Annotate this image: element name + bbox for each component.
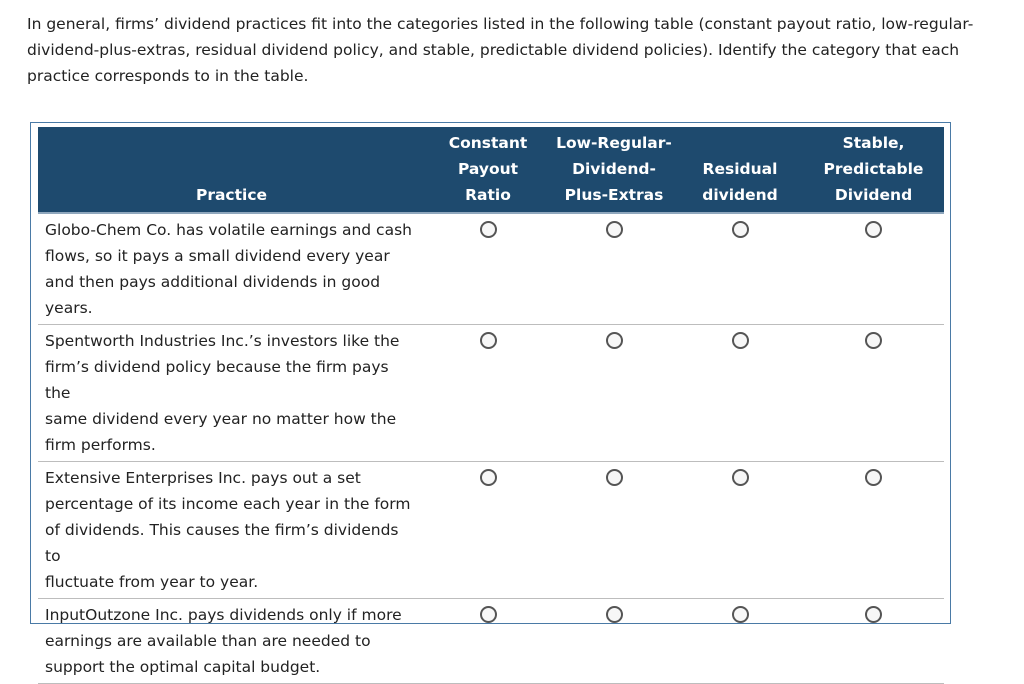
table-header-row: [38, 127, 944, 213]
practice-line: earnings are available than are needed to: [45, 632, 371, 650]
cell-constant: [425, 213, 551, 325]
practice-table-frame: [30, 122, 951, 676]
header-line: Dividend-: [572, 160, 656, 178]
radio-residual-dividend[interactable]: [732, 332, 749, 349]
radio-stable-predictable-dividend[interactable]: [865, 606, 882, 623]
header-practice-label: Practice: [195, 186, 268, 204]
practice-cell: [38, 325, 425, 462]
practice-line: percentage of its income each year in the form: [45, 495, 411, 513]
header-line: Payout: [457, 160, 519, 178]
header-line: Low-Regular-: [556, 134, 672, 152]
practice-line: flows, so it pays a small dividend every year: [45, 247, 390, 265]
radio-stable-predictable-dividend[interactable]: [865, 469, 882, 486]
table-row: [38, 462, 944, 599]
radio-residual-dividend[interactable]: [732, 221, 749, 238]
practice-line: support the optimal capital budget.: [45, 658, 321, 676]
radio-stable-predictable-dividend[interactable]: [865, 332, 882, 349]
radio-low-regular-dividend-plus-extras[interactable]: [606, 221, 623, 238]
radio-low-regular-dividend-plus-extras[interactable]: [606, 469, 623, 486]
cell-low-regular: [551, 325, 677, 462]
practice-line: InputOutzone Inc. pays dividends only if more: [45, 606, 402, 624]
practice-line: of dividends. This causes the firm’s dividends to: [45, 521, 399, 565]
radio-low-regular-dividend-plus-extras[interactable]: [606, 332, 623, 349]
header-line: dividend: [702, 186, 778, 204]
cell-stable: [803, 213, 944, 325]
cell-stable: [803, 325, 944, 462]
cell-low-regular: [551, 462, 677, 599]
question-intro: In general, firms’ dividend practices fit into the categories listed in the following table (constant payout ratio, low-regular-dividend-plus-extras, residual dividend policy, and stable, predictable dividend policies). Identify the category that each practice corresponds to in the table.: [27, 15, 974, 85]
header-line: Plus-Extras: [564, 186, 664, 204]
header-line: Residual: [702, 160, 778, 178]
radio-constant-payout-ratio[interactable]: [480, 221, 497, 238]
header-low-regular-dividend-plus-extras: [551, 127, 677, 213]
header-line: Constant: [448, 134, 528, 152]
cell-constant: [425, 462, 551, 599]
header-practice: [38, 127, 425, 213]
cell-constant: [425, 599, 551, 684]
header-residual-dividend: [677, 127, 803, 213]
practice-line: fluctuate from year to year.: [45, 573, 259, 591]
header-line: Predictable: [823, 160, 924, 178]
practice-line: firm performs.: [45, 436, 156, 454]
practice-line: years.: [45, 299, 93, 317]
radio-stable-predictable-dividend[interactable]: [865, 221, 882, 238]
practice-table: [38, 127, 944, 684]
practice-line: Extensive Enterprises Inc. pays out a set: [45, 469, 361, 487]
radio-residual-dividend[interactable]: [732, 469, 749, 486]
practice-cell: [38, 599, 425, 684]
cell-low-regular: [551, 213, 677, 325]
radio-low-regular-dividend-plus-extras[interactable]: [606, 606, 623, 623]
header-line: Dividend: [834, 186, 913, 204]
practice-cell: [38, 462, 425, 599]
radio-constant-payout-ratio[interactable]: [480, 469, 497, 486]
table-row: [38, 599, 944, 684]
cell-residual: [677, 599, 803, 684]
cell-low-regular: [551, 599, 677, 684]
radio-residual-dividend[interactable]: [732, 606, 749, 623]
cell-residual: [677, 462, 803, 599]
practice-line: Spentworth Industries Inc.’s investors like the: [45, 332, 400, 350]
cell-stable: [803, 599, 944, 684]
radio-constant-payout-ratio[interactable]: [480, 606, 497, 623]
header-line: Stable,: [842, 134, 905, 152]
practice-line: and then pays additional dividends in good: [45, 273, 381, 291]
radio-constant-payout-ratio[interactable]: [480, 332, 497, 349]
cell-constant: [425, 325, 551, 462]
header-constant-payout-ratio: [425, 127, 551, 213]
header-line: Ratio: [465, 186, 511, 204]
table-row: [38, 213, 944, 325]
header-stable-predictable-dividend: [803, 127, 944, 213]
cell-residual: [677, 325, 803, 462]
practice-line: Globo-Chem Co. has volatile earnings and cash: [45, 221, 412, 239]
practice-cell: [38, 213, 425, 325]
practice-line: firm’s dividend policy because the firm pays the: [45, 358, 389, 402]
cell-residual: [677, 213, 803, 325]
practice-line: same dividend every year no matter how the: [45, 410, 397, 428]
table-row: [38, 325, 944, 462]
cell-stable: [803, 462, 944, 599]
